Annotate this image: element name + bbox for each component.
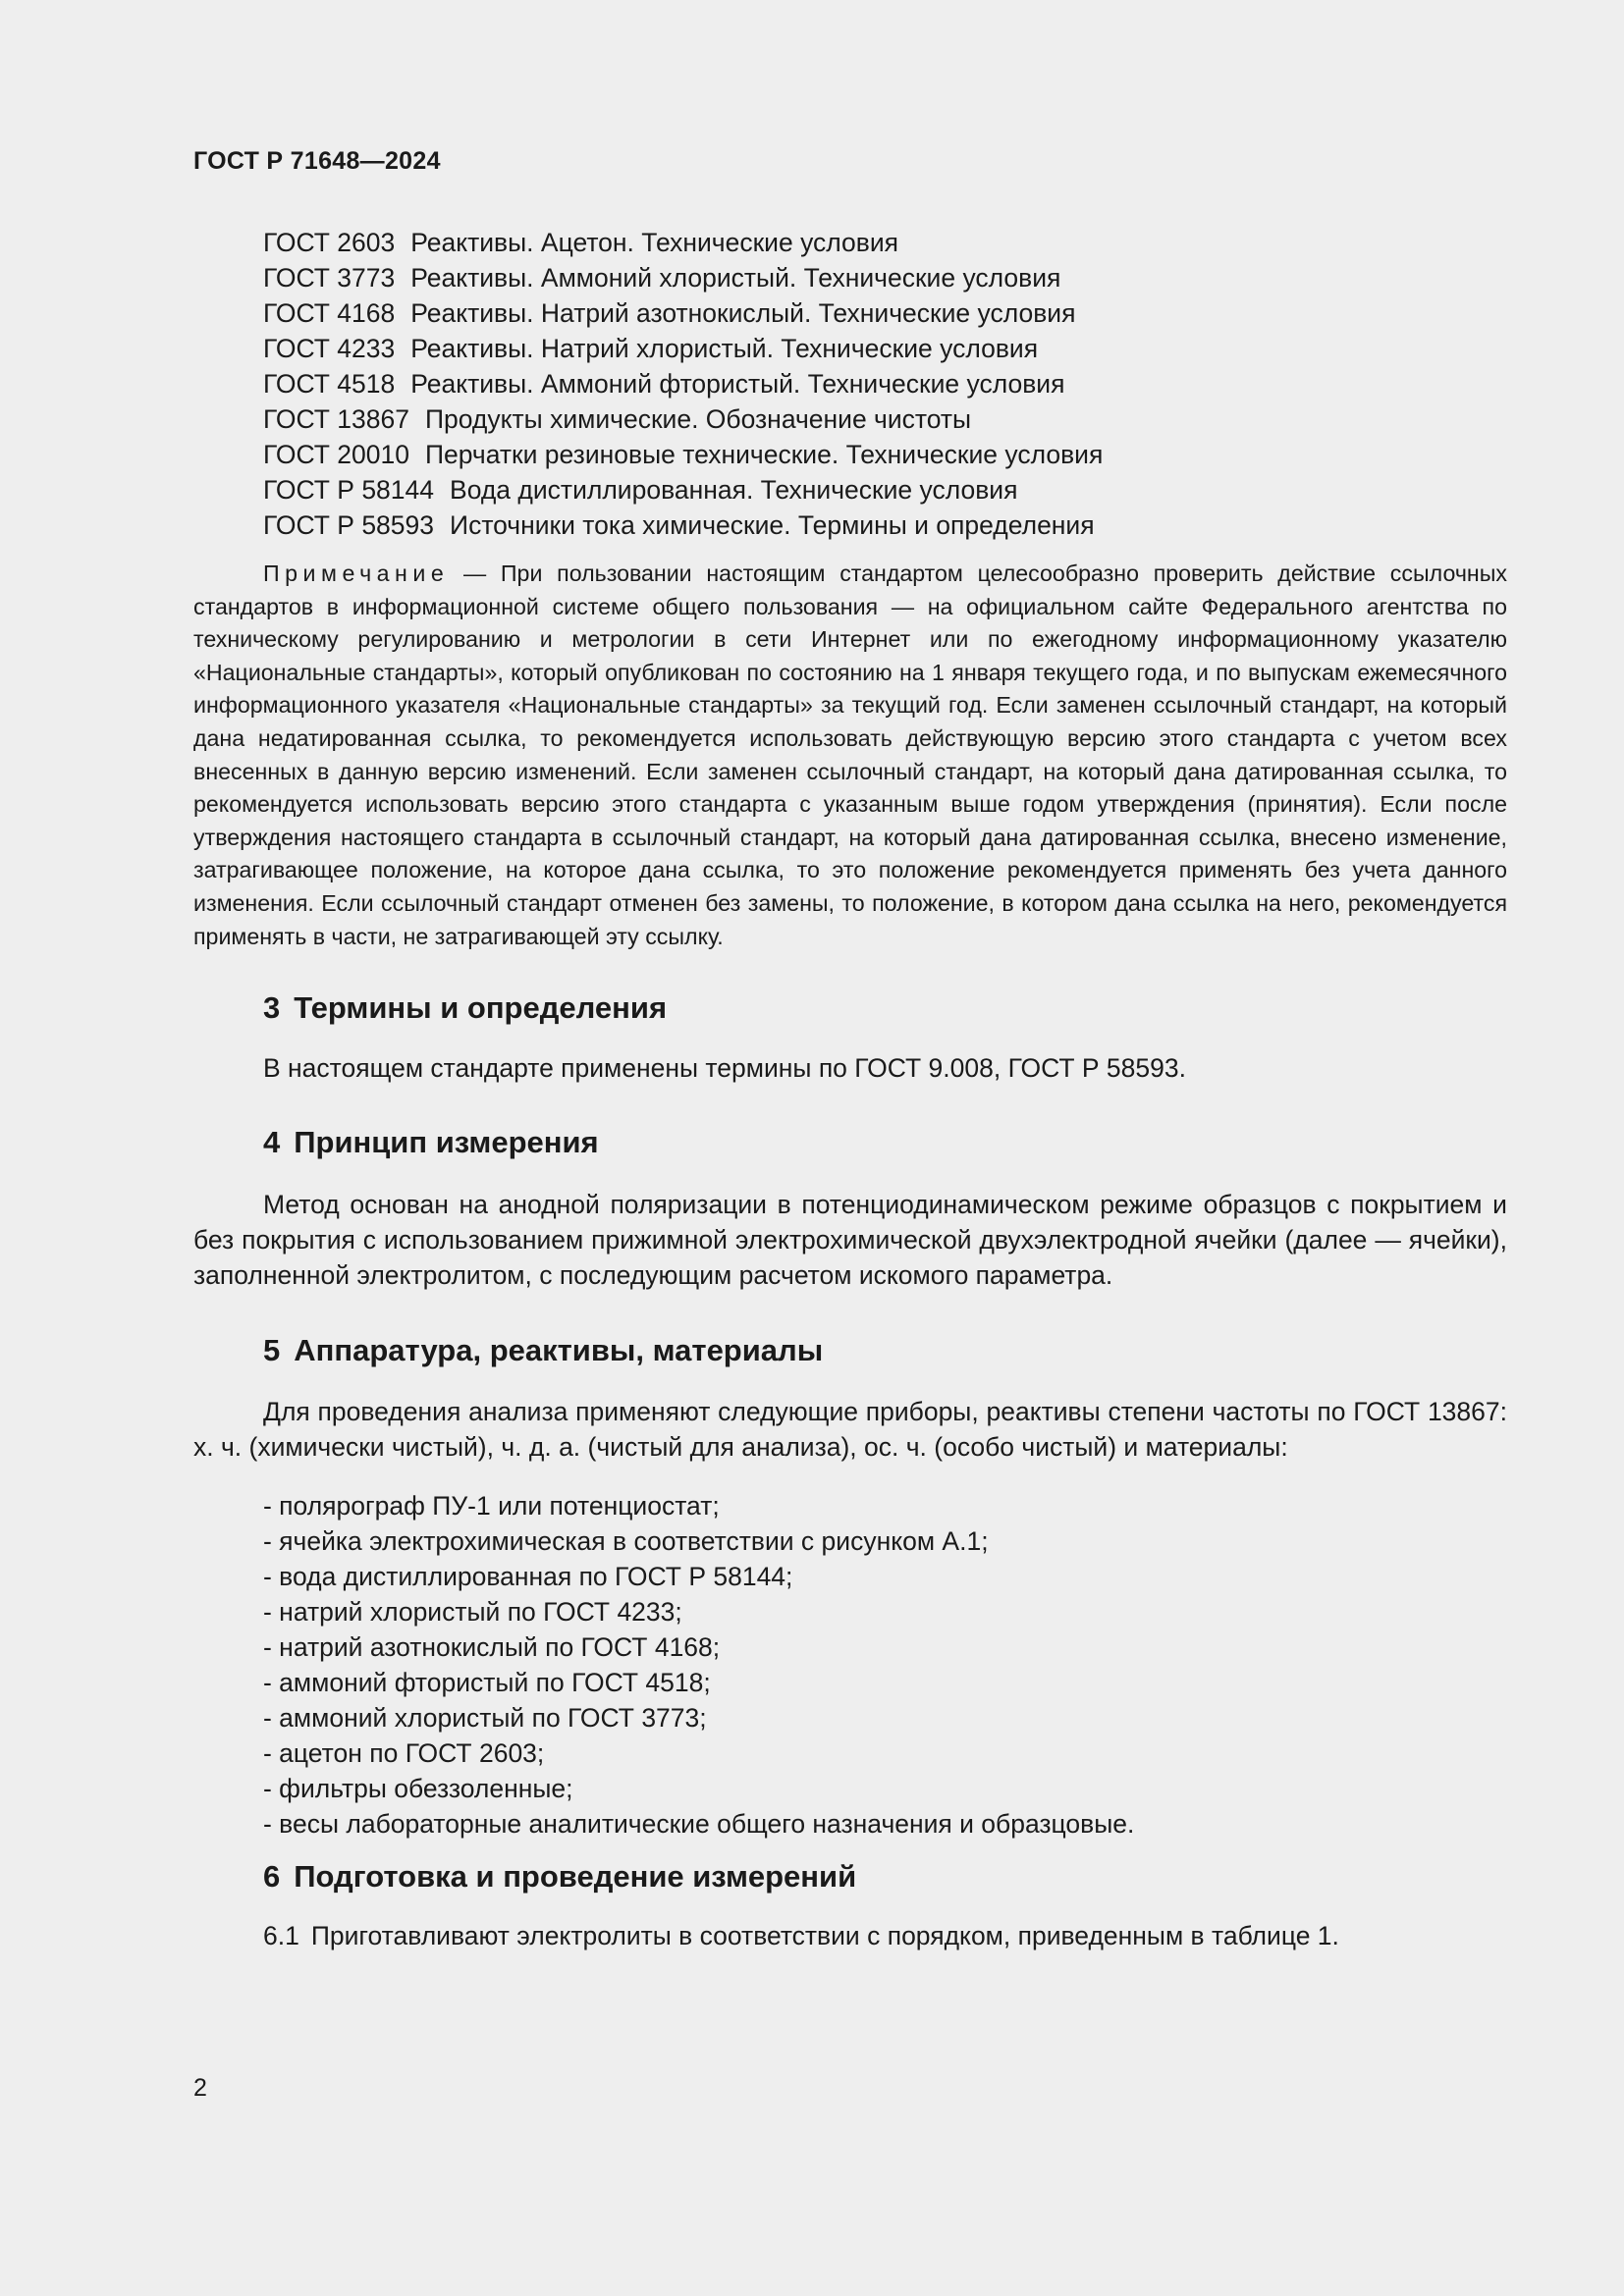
- list-item: - весы лабораторные аналитические общего назначения и образцовые.: [263, 1809, 1135, 1839]
- reference-code: ГОСТ 20010: [263, 440, 409, 469]
- section-number: 6: [263, 1859, 281, 1894]
- reference-item: [263, 331, 1520, 366]
- section-6-title: [263, 1859, 856, 1895]
- section-3-text: В настоящем стандарте применены термины по ГОСТ 9.008, ГОСТ Р 58593.: [263, 1053, 1186, 1083]
- section-number: 5: [263, 1333, 281, 1367]
- reference-item: [263, 437, 1520, 472]
- list-item: - полярограф ПУ-1 или потенциостат;: [263, 1491, 720, 1521]
- note-label: Примечание: [263, 561, 450, 586]
- list-item: - аммоний хлористый по ГОСТ 3773;: [263, 1703, 707, 1733]
- reference-code: ГОСТ 3773: [263, 263, 396, 293]
- section-3-title: [263, 990, 667, 1026]
- reference-code: ГОСТ 13867: [263, 404, 409, 434]
- reference-item: [263, 472, 1520, 507]
- reference-title: Реактивы. Натрий азотнокислый. Технические условия: [410, 298, 1076, 328]
- list-item: - аммоний фтористый по ГОСТ 4518;: [263, 1668, 711, 1697]
- list-item: - ацетон по ГОСТ 2603;: [263, 1738, 545, 1768]
- normative-references-list: [263, 225, 1520, 543]
- equipment-list: [263, 1488, 1134, 1842]
- reference-title: Вода дистиллированная. Технические условия: [450, 475, 1018, 505]
- section-4-title: [263, 1125, 599, 1160]
- note-text: — При пользовании настоящим стандартом целесообразно проверить действие ссылочных стандартов в информационной системе общего пользования — на официальном сайте Федерального агентства по техническому регулированию и метрологии в сети Интернет или по ежегодному информационному указателю «Национальные стандарты», который опубликован по состоянию на 1 января текущего года, и по выпускам ежемесячного информационного указателя «Национальные стандарты» за текущий год. Если заменен ссылочный стандарт, на который дана недатированная ссылка, то рекомендуется использовать действующую версию этого стандарта с учетом всех внесенных в данную версию изменений. Если заменен ссылочный стандарт, на который дана датированная ссылка, то рекомендуется использовать версию этого стандарта с указанным выше годом утверждения (принятия). Если после утверждения настоящего стандарта в ссылочный стандарт, на который дана датированная ссылка, внесено изменение, затрагивающее положение, на которое дана ссылка, то это положение рекомендуется применять без учета данного изменения. Если ссылочный стандарт отменен без замены, то положение, в котором дана ссылка на него, рекомендуется применять в части, не затрагивающей эту ссылку.: [193, 561, 1507, 949]
- reference-code: ГОСТ 4233: [263, 334, 396, 363]
- document-code-header: ГОСТ Р 71648—2024: [193, 147, 441, 175]
- subsection-text: Приготавливают электролиты в соответствии с порядком, приведенным в таблице 1.: [310, 1921, 1339, 1950]
- reference-title: Продукты химические. Обозначение чистоты: [424, 404, 972, 434]
- reference-title: Реактивы. Аммоний фтористый. Технические условия: [410, 369, 1065, 399]
- section-6-1-text: [263, 1918, 1339, 1953]
- reference-item: [263, 507, 1520, 543]
- reference-item: [263, 225, 1520, 260]
- reference-code: ГОСТ Р 58593: [263, 510, 435, 540]
- list-item: - ячейка электрохимическая в соответствии с рисунком А.1;: [263, 1526, 989, 1556]
- section-5-title: [263, 1333, 823, 1368]
- reference-item: [263, 366, 1520, 401]
- section-5-intro: Для проведения анализа применяют следующие приборы, реактивы степени частоты по ГОСТ 13867: х. ч. (химически чистый), ч. д. а. (чистый для анализа), ос. ч. (особо чистый) и материалы:: [193, 1397, 1507, 1462]
- section-title-text: Аппаратура, реактивы, материалы: [294, 1333, 824, 1367]
- section-4-text: Метод основан на анодной поляризации в потенциодинамическом режиме образцов с покрытием и без покрытия с использованием прижимной электрохимической двухэлектродной ячейки (далее — ячейки), заполненной электролитом, с последующим расчетом искомого параметра.: [193, 1190, 1507, 1290]
- page-number: 2: [193, 2074, 207, 2102]
- reference-title: Перчатки резиновые технические. Технические условия: [424, 440, 1104, 469]
- section-number: 4: [263, 1125, 281, 1159]
- reference-title: Реактивы. Ацетон. Технические условия: [410, 228, 899, 257]
- section-title-text: Принцип измерения: [294, 1125, 599, 1159]
- list-item: - натрий азотнокислый по ГОСТ 4168;: [263, 1632, 721, 1662]
- reference-code: ГОСТ 2603: [263, 228, 396, 257]
- reference-code: ГОСТ 4518: [263, 369, 396, 399]
- section-title-text: Подготовка и проведение измерений: [294, 1859, 857, 1894]
- reference-code: ГОСТ 4168: [263, 298, 396, 328]
- reference-title: Реактивы. Натрий хлористый. Технические условия: [410, 334, 1039, 363]
- section-number: 3: [263, 990, 281, 1025]
- reference-title: Источники тока химические. Термины и определения: [450, 510, 1095, 540]
- list-item: - фильтры обеззоленные;: [263, 1774, 573, 1803]
- reference-code: ГОСТ Р 58144: [263, 475, 435, 505]
- list-item: - вода дистиллированная по ГОСТ Р 58144;: [263, 1562, 793, 1591]
- list-item: - натрий хлористый по ГОСТ 4233;: [263, 1597, 682, 1627]
- section-title-text: Термины и определения: [294, 990, 668, 1025]
- subsection-number: 6.1: [263, 1921, 299, 1950]
- reference-item: [263, 401, 1520, 437]
- reference-item: [263, 295, 1520, 331]
- references-note: [193, 558, 1507, 953]
- reference-item: [263, 260, 1520, 295]
- reference-title: Реактивы. Аммоний хлористый. Технические условия: [410, 263, 1061, 293]
